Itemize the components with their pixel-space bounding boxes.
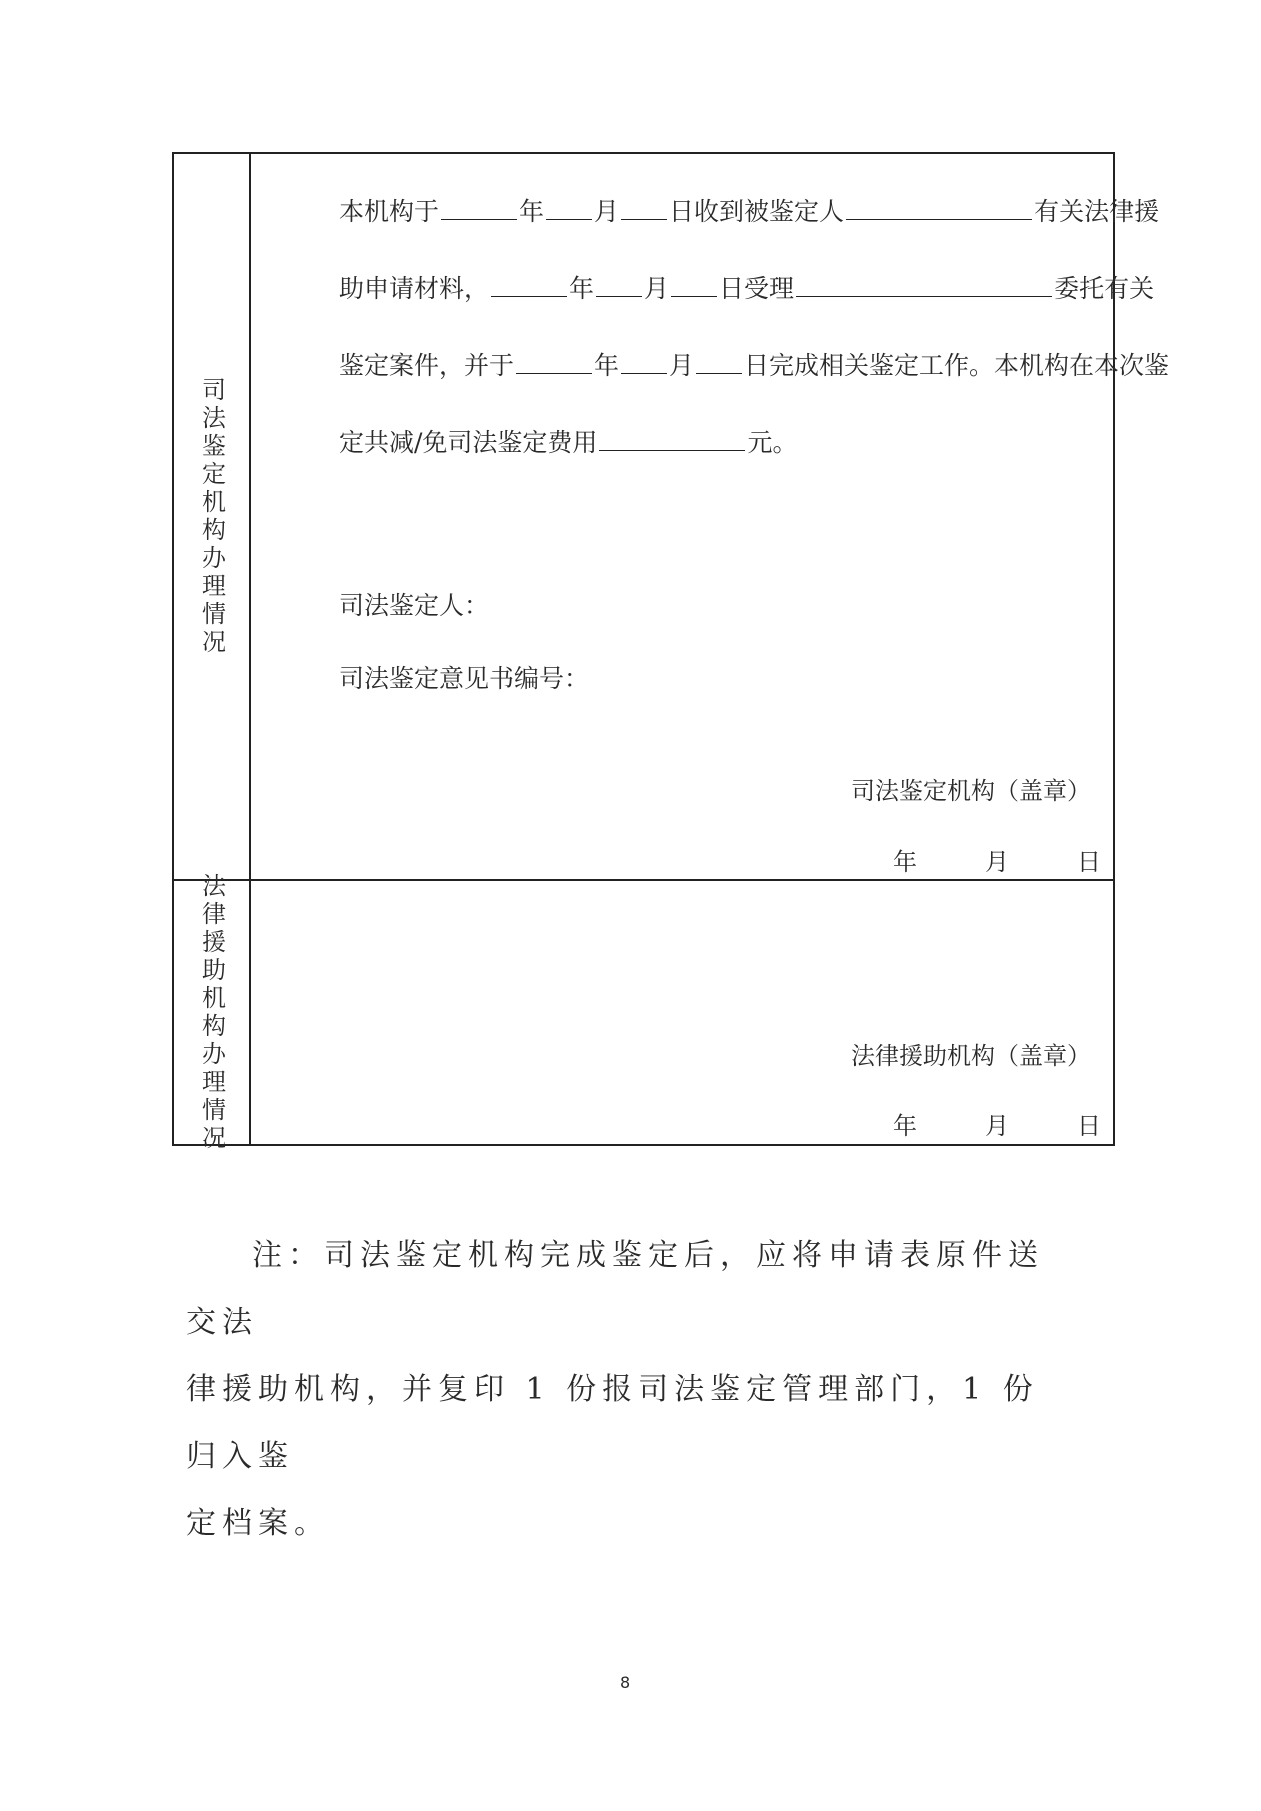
date-month: 月 <box>985 1112 1009 1140</box>
date-year: 年 <box>893 1112 917 1140</box>
blank-appraised-person[interactable] <box>846 195 1032 220</box>
report-number-label: 司法鉴定意见书编号： <box>339 664 590 693</box>
blank-month[interactable] <box>596 272 642 297</box>
text: 定共减/免司法鉴定费用 <box>339 428 598 457</box>
section-label-cell <box>174 872 251 1153</box>
section-appraisal-institution <box>174 154 1170 879</box>
section-legal-aid-institution <box>174 872 1113 1153</box>
text: 元。 <box>747 428 798 457</box>
text: 助申请材料， <box>339 274 490 303</box>
date-line <box>893 1106 1101 1141</box>
blank-year[interactable] <box>441 195 517 220</box>
text: 有关法律援 <box>1034 197 1160 226</box>
text: 年 <box>569 274 595 303</box>
date-month: 月 <box>985 848 1009 876</box>
text: 日收到被鉴定人 <box>669 197 845 226</box>
text: 月 <box>594 197 620 226</box>
text: 鉴定案件，并于 <box>339 351 515 380</box>
text: 月 <box>669 351 695 380</box>
note-line-3: 定档案。 <box>186 1506 330 1541</box>
text: 月 <box>644 274 670 303</box>
section-label-text: 法律援助机构办理情况 <box>197 872 226 1153</box>
blank-fee-amount[interactable] <box>599 426 745 451</box>
section-label-cell <box>174 154 251 879</box>
blank-day[interactable] <box>696 349 742 374</box>
text: 本机构于 <box>339 197 440 226</box>
section-label <box>197 872 226 1153</box>
blank-day[interactable] <box>671 272 717 297</box>
section-label <box>197 376 226 657</box>
body-line-4 <box>339 423 797 459</box>
note-line-1: 注：司法鉴定机构完成鉴定后，应将申请表原件送交法 <box>186 1238 1044 1340</box>
body-line-3 <box>339 346 1169 382</box>
date-day: 日 <box>1077 848 1101 876</box>
section-label-text: 司法鉴定机构办理情况 <box>197 376 226 657</box>
footnote <box>186 1222 1066 1557</box>
stamp-label: 法律援助机构（盖章） <box>851 1042 1091 1070</box>
body-line-2 <box>339 269 1154 305</box>
section-content <box>251 154 1170 879</box>
blank-day[interactable] <box>621 195 667 220</box>
stamp-label: 司法鉴定机构（盖章） <box>851 777 1091 805</box>
appraiser-label: 司法鉴定人： <box>339 591 490 620</box>
form-table <box>172 152 1170 1153</box>
note-line-2: 律援助机构，并复印 1 份报司法鉴定管理部门，1 份归入鉴 <box>186 1372 1039 1474</box>
text: 年 <box>519 197 545 226</box>
blank-month[interactable] <box>546 195 592 220</box>
text: 委托有关 <box>1054 274 1155 303</box>
text: 日完成相关鉴定工作。本机构在本次鉴 <box>744 351 1170 380</box>
date-line <box>893 842 1101 877</box>
section-content <box>251 881 1113 1144</box>
text: 日受理 <box>719 274 795 303</box>
date-day: 日 <box>1077 1112 1101 1140</box>
text: 年 <box>594 351 620 380</box>
body-line-1 <box>339 192 1159 228</box>
blank-client[interactable] <box>796 272 1052 297</box>
blank-year[interactable] <box>491 272 567 297</box>
blank-year[interactable] <box>516 349 592 374</box>
page-number: 8 <box>620 1673 631 1692</box>
blank-month[interactable] <box>621 349 667 374</box>
date-year: 年 <box>893 848 917 876</box>
